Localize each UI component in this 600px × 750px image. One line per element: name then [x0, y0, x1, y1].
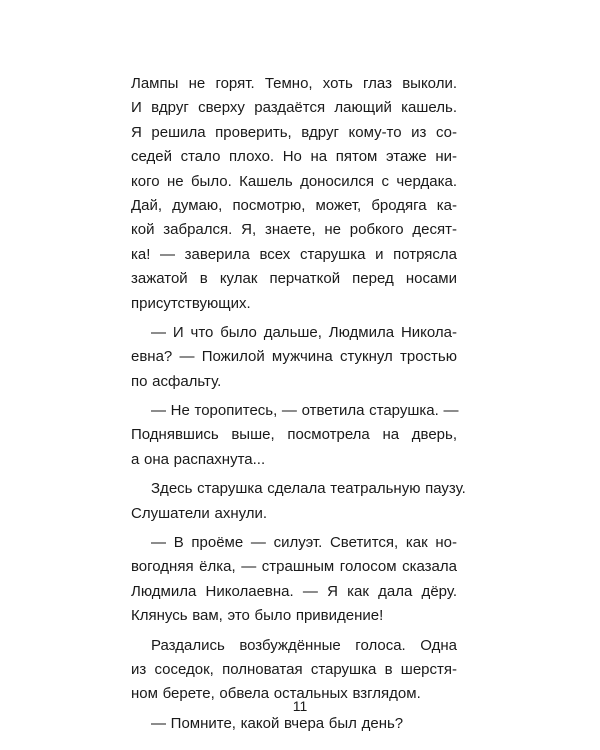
text-line: И вдруг сверху раздаётся лающий кашель.	[131, 99, 457, 117]
body-text	[131, 72, 466, 736]
text-line: Дай, думаю, посмотрю, может, бродяга ка-	[131, 196, 457, 214]
text-line: ка! — заверила всех старушка и потрясла	[131, 245, 457, 263]
text-line: Клянусь вам, это было привидение!	[131, 607, 384, 625]
text-line: — И что было дальше, Людмила Никола-	[151, 323, 457, 341]
text-line: Я решила проверить, вдруг кому-то из со-	[131, 123, 457, 141]
text-line: а она распахнута...	[131, 450, 266, 468]
text-line: седей стало плохо. Но на пятом этаже ни-	[131, 148, 457, 166]
text-line: Лампы не горят. Темно, хоть глаз выколи.	[131, 75, 457, 92]
text-line: кого не было. Кашель доносился с чердака.	[131, 172, 457, 190]
text-line: — В проёме — силуэт. Светится, как но-	[151, 534, 457, 552]
text-line: по асфальту.	[131, 372, 222, 390]
text-line: евна? — Пожилой мужчина стукнул тростью	[131, 348, 457, 366]
text-line: Здесь старушка сделала театральную паузу.	[151, 480, 466, 498]
text-line: — Не торопитесь, — ответила старушка. —	[151, 402, 459, 420]
text-line: Поднявшись выше, посмотрела на дверь,	[131, 426, 457, 444]
text-line: Раздались возбуждённые голоса. Одна	[151, 636, 457, 654]
text-line: зажатой в кулак перчаткой перед носами	[131, 270, 457, 288]
text-line: присутствующих.	[131, 294, 251, 312]
text-line: Слушатели ахнули.	[131, 504, 268, 522]
text-line: вогодняя ёлка, — страшным голосом сказала	[131, 558, 457, 576]
text-line: из соседок, полноватая старушка в шерстя-	[131, 660, 457, 678]
text-line: кой забрался. Я, знаете, не робкого десят-	[131, 221, 457, 239]
text-line: Людмила Николаевна. — Я как дала дёру.	[131, 582, 457, 600]
page-number: 11	[292, 698, 308, 714]
text-line: — Помните, какой вчера был день?	[151, 714, 404, 732]
text-line: ном берете, обвела остальных взглядом.	[131, 685, 421, 703]
